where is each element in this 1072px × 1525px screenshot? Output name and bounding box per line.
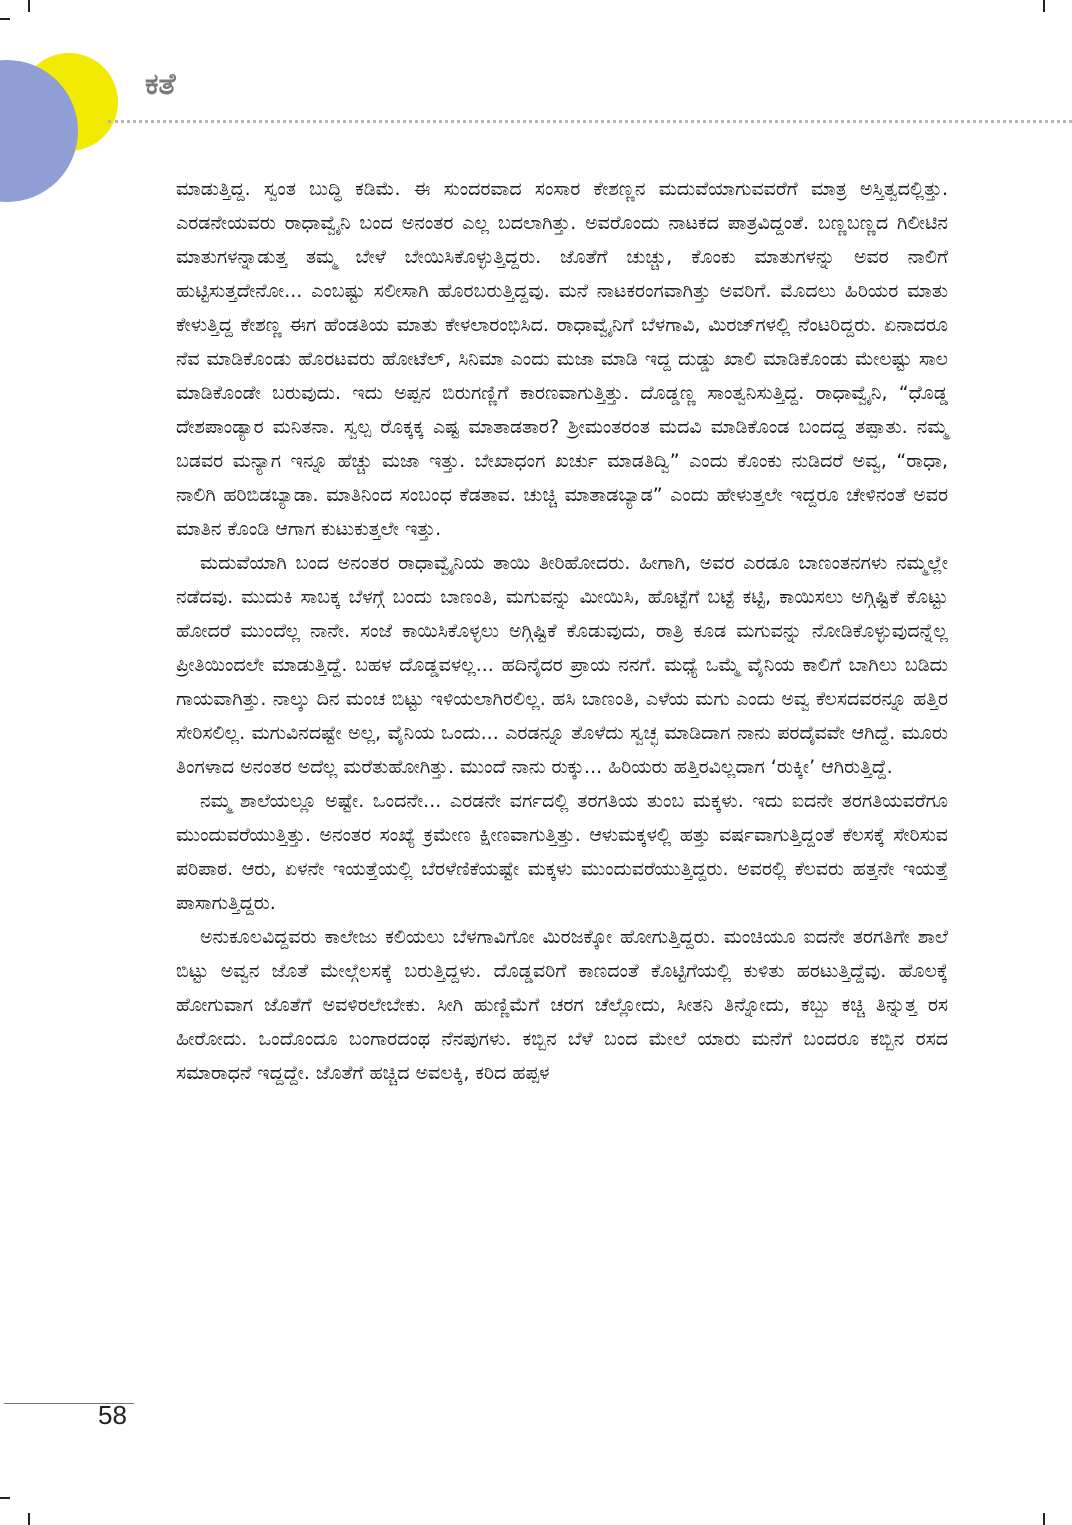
crop-mark: [1043, 0, 1045, 12]
paragraph: ಅನುಕೂಲವಿದ್ದವರು ಕಾಲೇಜು ಕಲಿಯಲು ಬೆಳಗಾವಿಗೋ ಮಿರಜಕ್ಕೋ ಹೋಗುತ್ತಿದ್ದರು. ಮಂಚಿಯೂ ಐದನೇ ತರಗತಿಗೇ ಶಾಲೆ ಬಿಟ್ಟು ಅವ್ವನ ಜೊತೆ ಮೇಲ್ಗೆಲಸಕ್ಕೆ ಬರುತ್ತಿದ್ದಳು. ದೊಡ್ಡವರಿಗೆ ಕಾಣದಂತೆ ಕೊಟ್ಟಿಗೆಯಲ್ಲಿ ಕುಳಿತು ಹರಟುತ್ತಿದ್ದೆವು. ಹೊಲಕ್ಕೆ ಹೋಗುವಾಗ ಜೊತೆಗೆ ಅವಳಿರಲೇಬೇಕು. ಸೀಗಿ ಹುಣ್ಣಿಮೆಗೆ ಚರಗ ಚೆಲ್ಲೋದು, ಸೀತನಿ ತಿನ್ನೋದು, ಕಬ್ಬು ಕಚ್ಚಿ ತಿನ್ನುತ್ತ ರಸ ಹೀರೋದು. ಒಂದೊಂದೂ ಬಂಗಾರದಂಥ ನೆನಪುಗಳು. ಕಬ್ಬಿನ ಬೆಳೆ ಬಂದ ಮೇಲೆ ಯಾರು ಮನೆಗೆ ಬಂದರೂ ಕಬ್ಬಿನ ರಸದ ಸಮಾರಾಧನೆ ಇದ್ದದ್ದೇ. ಜೊತೆಗೆ ಹಚ್ಚಿದ ಅವಲಕ್ಕಿ, ಕರಿದ ಹಪ್ಪಳ: [176, 926, 948, 1084]
crop-mark: [28, 0, 30, 12]
story-body: [176, 172, 948, 1090]
page-number: 58: [98, 1400, 127, 1430]
crop-mark: [28, 1513, 30, 1525]
paragraph: ಮದುವೆಯಾಗಿ ಬಂದ ಅನಂತರ ರಾಧಾವ್ವೈನಿಯ ತಾಯಿ ತೀರಿಹೋದರು. ಹೀಗಾಗಿ, ಅವರ ಎರಡೂ ಬಾಣಂತನಗಳು ನಮ್ಮಲ್ಲೇ ನಡೆದವು. ಮುದುಕಿ ಸಾಬಕ್ಕ ಬೆಳಗ್ಗೆ ಬಂದು ಬಾಣಂತಿ, ಮಗುವನ್ನು ಮೀಯಿಸಿ, ಹೊಟ್ಟೆಗೆ ಬಟ್ಟೆ ಕಟ್ಟಿ, ಕಾಯಿಸಲು ಅಗ್ಗಿಷ್ಟಿಕೆ ಕೊಟ್ಟು ಹೋದರೆ ಮುಂದೆಲ್ಲ ನಾನೇ. ಸಂಜೆ ಕಾಯಿಸಿಕೊಳ್ಳಲು ಅಗ್ಗಿಷ್ಟಿಕೆ ಕೊಡುವುದು, ರಾತ್ರಿ ಕೂಡ ಮಗುವನ್ನು ನೋಡಿಕೊಳ್ಳುವುದನ್ನೆಲ್ಲ ಪ್ರೀತಿಯಿಂದಲೇ ಮಾಡುತ್ತಿದ್ದೆ. ಬಹಳ ದೊಡ್ಡವಳಲ್ಲ... ಹದಿನೈದರ ಪ್ರಾಯ ನನಗೆ. ಮಧ್ಯೆ ಒಮ್ಮೆ ವೈನಿಯ ಕಾಲಿಗೆ ಬಾಗಿಲು ಬಡಿದು ಗಾಯವಾಗಿತ್ತು. ನಾಲ್ಕು ದಿನ ಮಂಚ ಬಿಟ್ಟು ಇಳಿಯಲಾಗಿರಲಿಲ್ಲ. ಹಸಿ ಬಾಣಂತಿ, ಎಳೆಯ ಮಗು ಎಂದು ಅವ್ವ ಕೆಲಸದವರನ್ನೂ ಹತ್ತಿರ ಸೇರಿಸಲಿಲ್ಲ. ಮಗುವಿನದಷ್ಟೇ ಅಲ್ಲ, ವೈನಿಯ ಒಂದು... ಎರಡನ್ನೂ ತೊಳೆದು ಸ್ವಚ್ಛ ಮಾಡಿದಾಗ ನಾನು ಪರದೈವವೇ ಆಗಿದ್ದೆ. ಮೂರು ತಿಂಗಳಾದ ಅನಂತರ ಅದೆಲ್ಲ ಮರೆತುಹೋಗಿತ್ತು. ಮುಂದೆ ನಾನು ರುಕ್ಕು... ಹಿರಿಯರು ಹತ್ತಿರವಿಲ್ಲದಾಗ ‘ರುಕ್ಕೀ’ ಆಗಿರುತ್ತಿದ್ದೆ.: [176, 552, 948, 778]
crop-mark: [0, 18, 10, 20]
crop-mark: [1043, 1513, 1045, 1525]
header-dotted-divider: [108, 120, 1072, 123]
crop-mark: [0, 1497, 10, 1499]
section-title: ಕತೆ: [145, 67, 176, 102]
paragraph: ಮಾಡುತ್ತಿದ್ದ. ಸ್ವಂತ ಬುದ್ಧಿ ಕಡಿಮೆ. ಈ ಸುಂದರವಾದ ಸಂಸಾರ ಕೇಶಣ್ಣನ ಮದುವೆಯಾಗುವವರೆಗೆ ಮಾತ್ರ ಅಸ್ತಿತ್ವದಲ್ಲಿತ್ತು. ಎರಡನೇಯವರು ರಾಧಾವ್ವೈನಿ ಬಂದ ಅನಂತರ ಎಲ್ಲ ಬದಲಾಗಿತ್ತು. ಅವರೊಂದು ನಾಟಕದ ಪಾತ್ರವಿದ್ದಂತೆ. ಬಣ್ಣಬಣ್ಣದ ಗಿಲೀಟಿನ ಮಾತುಗಳನ್ನಾಡುತ್ತ ತಮ್ಮ ಬೇಳೆ ಬೇಯಿಸಿಕೊಳ್ಳುತ್ತಿದ್ದರು. ಜೊತೆಗೆ ಚುಚ್ಚು, ಕೊಂಕು ಮಾತುಗಳನ್ನು ಅವರ ನಾಲಿಗೆ ಹುಟ್ಟಿಸುತ್ತದೇನೋ... ಎಂಬಷ್ಟು ಸಲೀಸಾಗಿ ಹೊರಬರುತ್ತಿದ್ದವು. ಮನೆ ನಾಟಕರಂಗವಾಗಿತ್ತು ಅವರಿಗೆ. ಮೊದಲು ಹಿರಿಯರ ಮಾತು ಕೇಳುತ್ತಿದ್ದ ಕೇಶಣ್ಣ ಈಗ ಹೆಂಡತಿಯ ಮಾತು ಕೇಳಲಾರಂಭಿಸಿದ. ರಾಧಾವ್ವೈನಿಗೆ ಬೆಳಗಾವಿ, ಮಿರಜ್‌ಗಳಲ್ಲಿ ನೆಂಟರಿದ್ದರು. ಏನಾದರೂ ನೆವ ಮಾಡಿಕೊಂಡು ಹೊರಟವರು ಹೋಟೆಲ್, ಸಿನಿಮಾ ಎಂದು ಮಜಾ ಮಾಡಿ ಇದ್ದ ದುಡ್ಡು ಖಾಲಿ ಮಾಡಿಕೊಂಡು ಮೇಲಷ್ಟು ಸಾಲ ಮಾಡಿಕೊಂಡೇ ಬರುವುದು. ಇದು ಅಪ್ಪನ ಬಿರುಗಣ್ಣಿಗೆ ಕಾರಣವಾಗುತ್ತಿತ್ತು. ದೊಡ್ಡಣ್ಣ ಸಾಂತ್ವನಿಸುತ್ತಿದ್ದ. ರಾಧಾವ್ವೈನಿ, “ಧೊಡ್ಡ ದೇಶಪಾಂಡ್ಯಾರ ಮನಿತನಾ. ಸ್ವಲ್ಪ ರೊಕ್ಕಕ್ಕ ಎಷ್ಟ ಮಾತಾಡತಾರ? ಶ್ರೀಮಂತರಂತ ಮದವಿ ಮಾಡಿಕೊಂಡ ಬಂದದ್ದ ತಪ್ಪಾತು. ನಮ್ಮ ಬಡವರ ಮನ್ಯಾಗ ಇನ್ನೂ ಹೆಚ್ಚು ಮಜಾ ಇತ್ತು. ಬೇಖಾಧಂಗ ಖರ್ಚು ಮಾಡತಿದ್ವಿ” ಎಂದು ಕೊಂಕು ನುಡಿದರೆ ಅವ್ವ, “ರಾಧಾ, ನಾಲಿಗಿ ಹರಿಬಿಡಬ್ಯಾಡಾ. ಮಾತಿನಿಂದ ಸಂಬಂಧ ಕೆಡತಾವ. ಚುಚ್ಚಿ ಮಾತಾಡಬ್ಯಾಡ” ಎಂದು ಹೇಳುತ್ತಲೇ ಇದ್ದರೂ ಚೇಳಿನಂತೆ ಅವರ ಮಾತಿನ ಕೊಂಡಿ ಆಗಾಗ ಕುಟುಕುತ್ತಲೇ ಇತ್ತು.: [176, 178, 948, 540]
paragraph: ನಮ್ಮ ಶಾಲೆಯಲ್ಲೂ ಅಷ್ಟೇ. ಒಂದನೇ... ಎರಡನೇ ವರ್ಗದಲ್ಲಿ ತರಗತಿಯ ತುಂಬ ಮಕ್ಕಳು. ಇದು ಐದನೇ ತರಗತಿಯವರೆಗೂ ಮುಂದುವರೆಯುತ್ತಿತ್ತು. ಅನಂತರ ಸಂಖ್ಯೆ ಕ್ರಮೇಣ ಕ್ಷೀಣವಾಗುತ್ತಿತ್ತು. ಆಳುಮಕ್ಕಳಲ್ಲಿ ಹತ್ತು ವರ್ಷವಾಗುತ್ತಿದ್ದಂತೆ ಕೆಲಸಕ್ಕೆ ಸೇರಿಸುವ ಪರಿಪಾಠ. ಆರು, ಏಳನೇ ಇಯತ್ತೆಯಲ್ಲಿ ಬೆರಳೆಣಿಕೆಯಷ್ಟೇ ಮಕ್ಕಳು ಮುಂದುವರೆಯುತ್ತಿದ್ದರು. ಅವರಲ್ಲಿ ಕೆಲವರು ಹತ್ತನೇ ಇಯತ್ತೆ ಪಾಸಾಗುತ್ತಿದ್ದರು.: [176, 790, 948, 914]
